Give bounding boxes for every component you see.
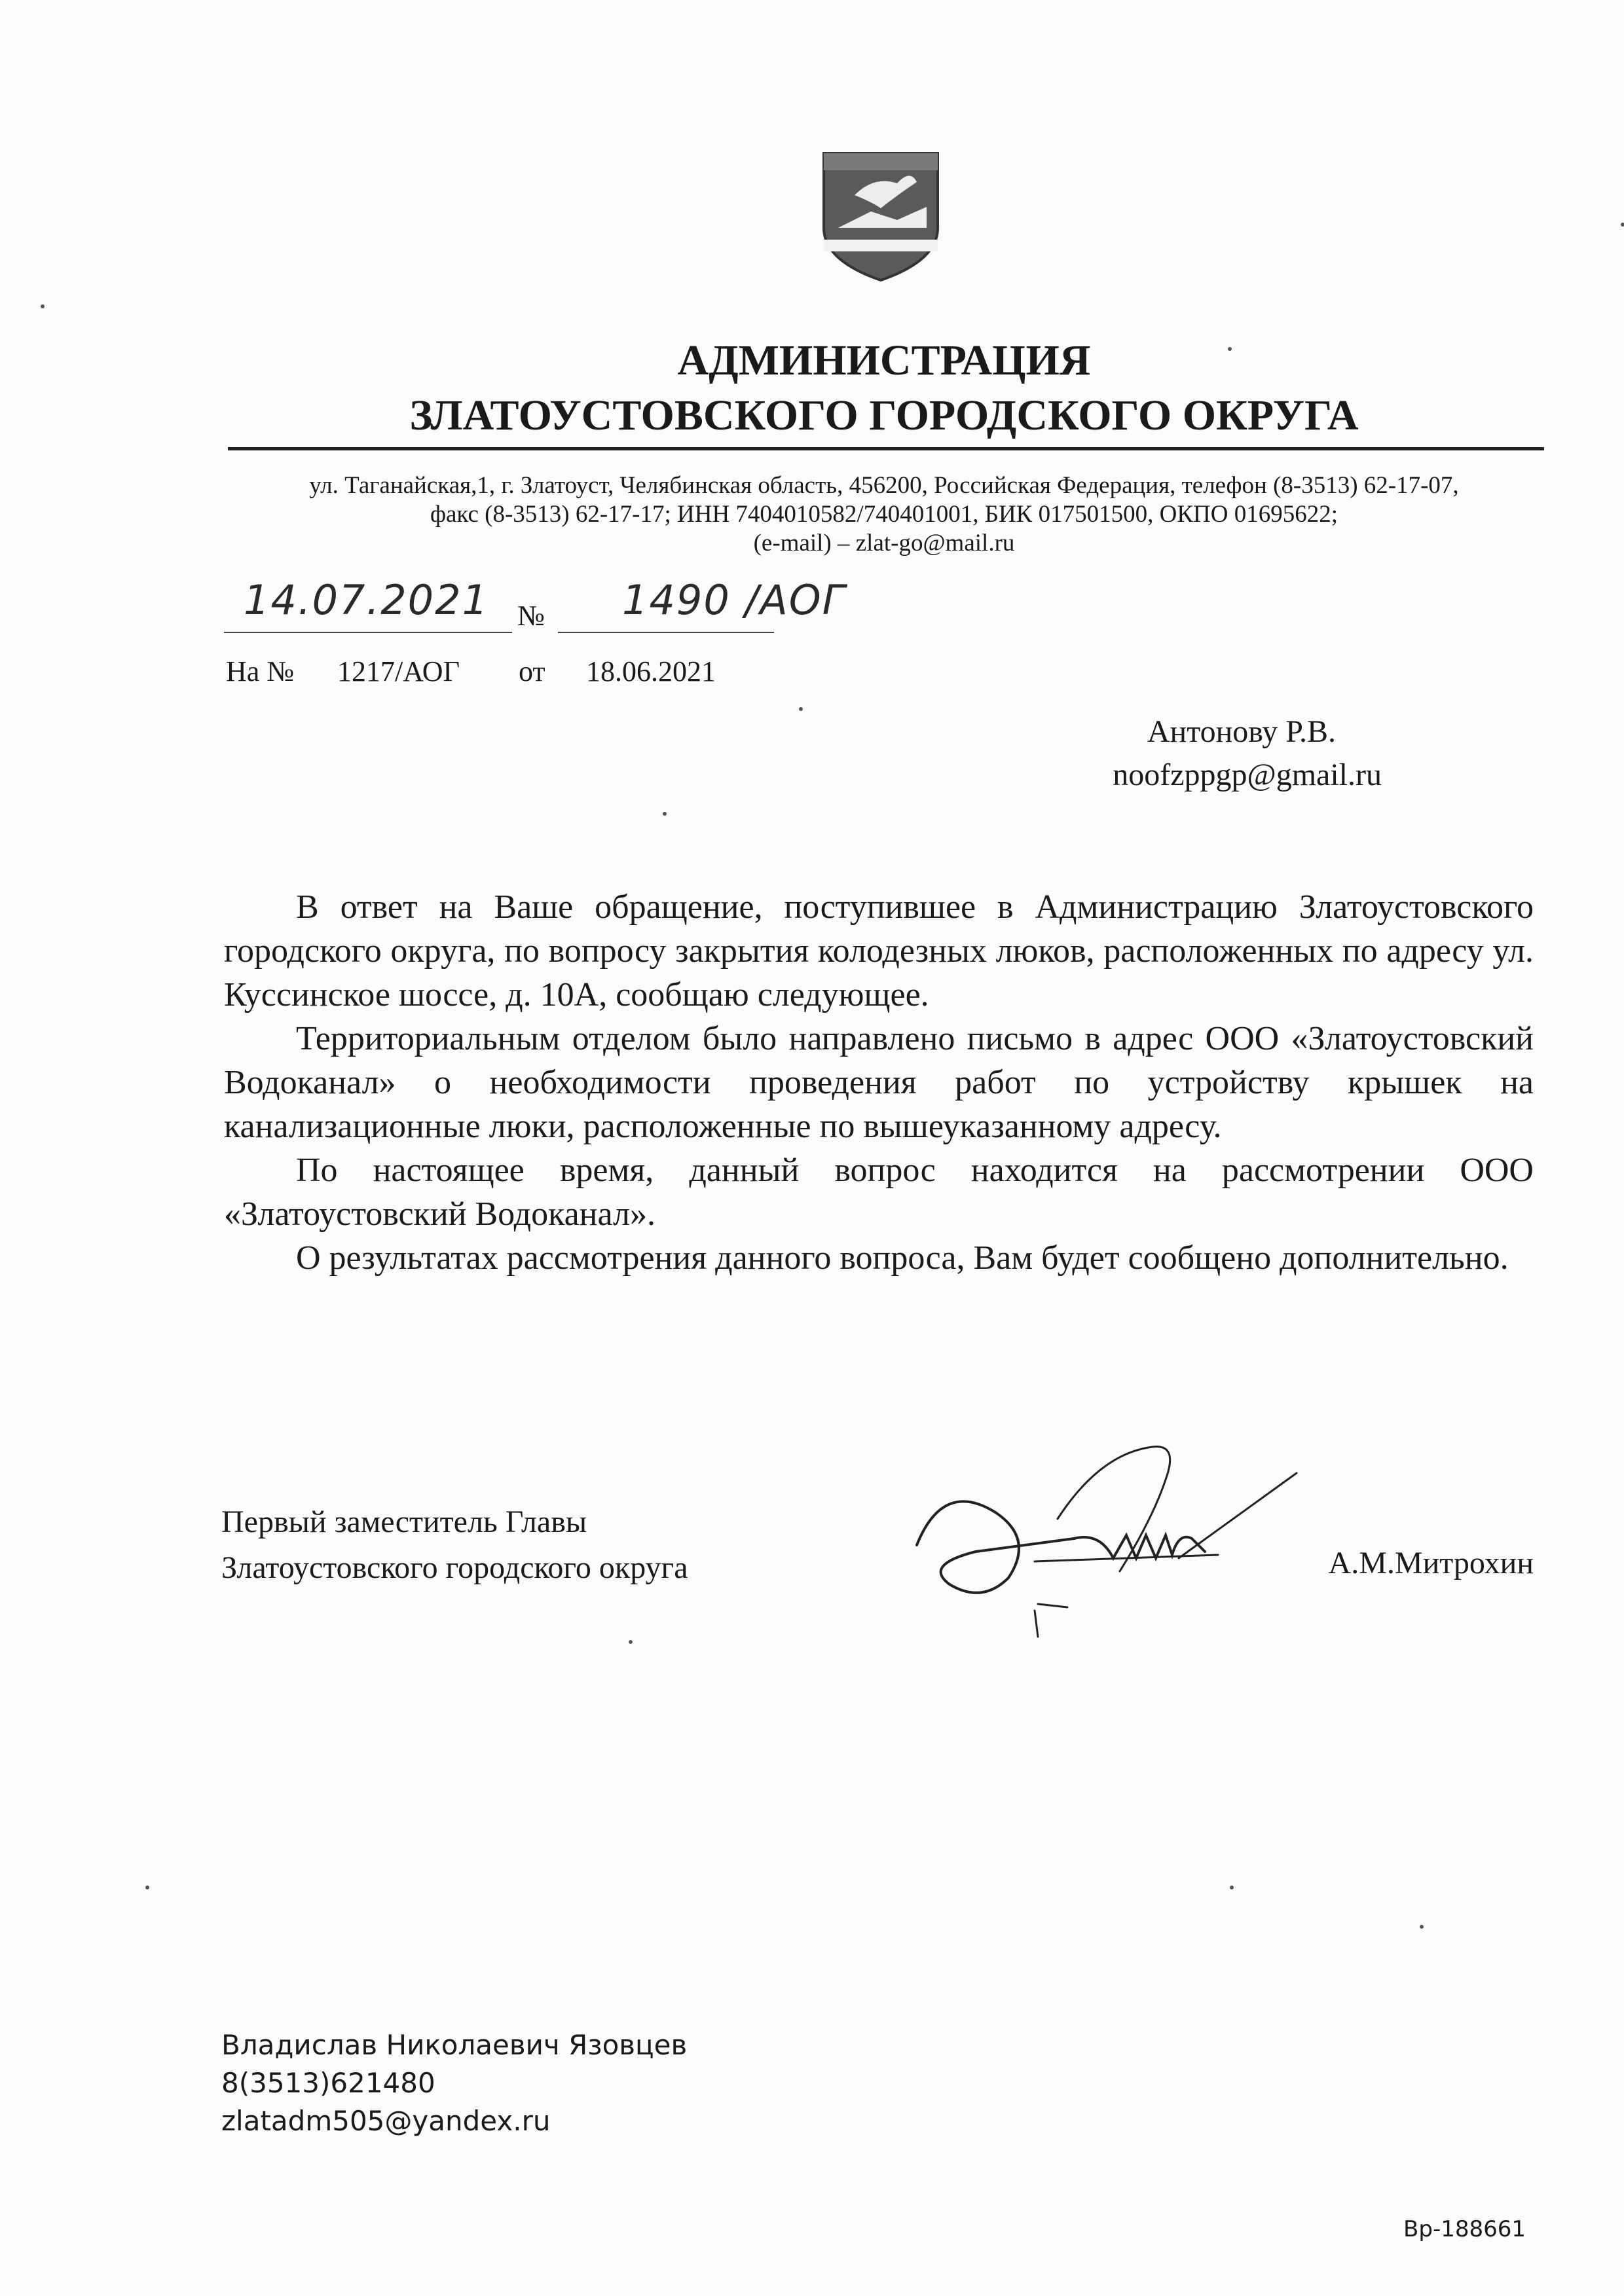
document-code: Вр-188661 [1403, 2216, 1526, 2242]
executor-name: Владислав Николаевич Язовцев [221, 2029, 688, 2061]
contacts-email: (e-mail) – zlat-go@mail.ru [753, 530, 1015, 556]
scan-speck [1228, 347, 1232, 351]
body-paragraph: О результатах рассмотрения данного вопроса, Вам будет сообщено дополнительно. [296, 1239, 1509, 1277]
coat-of-arms-icon [819, 149, 943, 283]
from-label: от [519, 655, 545, 687]
scan-speck [145, 1886, 149, 1889]
signer-position-line2: Златоустовского городского округа [221, 1550, 688, 1585]
signer-position [221, 1499, 688, 1591]
addressee-name: Антонову Р.В. [1147, 714, 1336, 749]
scan-speck [41, 304, 45, 308]
scan-speck [799, 707, 803, 711]
signer-position-line1: Первый заместитель Главы [221, 1504, 587, 1539]
date-underline [224, 632, 512, 633]
addressee-email: noofzppgp@gmail.ru [1113, 757, 1382, 792]
scan-speck [1420, 1925, 1424, 1929]
body-paragraph: По настоящее время, данный вопрос находится на рассмотрении ООО «Златоустовский Водоканал». [224, 1152, 1534, 1233]
registration-date: 14.07.2021 [244, 576, 489, 624]
executor-email: zlatadm505@yandex.ru [221, 2105, 551, 2137]
reply-to-number: 1217/АОГ [337, 655, 460, 687]
scan-speck [1621, 223, 1624, 227]
header-rule [228, 447, 1544, 450]
contacts-block [210, 471, 1559, 558]
signer-name: А.М.Митрохин [1328, 1546, 1534, 1580]
handwritten-signature [904, 1440, 1310, 1656]
org-title-line2: ЗЛАТОУСТОВСКОГО ГОРОДСКОГО ОКРУГА [409, 392, 1359, 439]
letter-body [224, 885, 1534, 1280]
executor-block [221, 2026, 687, 2140]
addressee-block [1113, 710, 1382, 797]
reply-to-label: На № [226, 655, 295, 687]
contacts-line2: факс (8-3513) 62-17-17; ИНН 7404010582/740401001, БИК 017501500, ОКПО 01695622; [430, 501, 1338, 528]
org-title-line1: АДМИНИСТРАЦИЯ [677, 337, 1091, 384]
reply-to-date: 18.06.2021 [586, 655, 716, 687]
body-paragraph: В ответ на Ваше обращение, поступившее в Администрацию Златоустовского городского округа, по вопросу закрытия колодезных люков, расположенных по адресу ул. Куссинское шоссе, д. 10А, сообщаю следующее. [224, 888, 1534, 1013]
scan-speck [1230, 1886, 1234, 1889]
number-underline [558, 632, 774, 633]
body-paragraph: Территориальным отделом было направлено письмо в адрес ООО «Златоустовский Водоканал» о необходимости проведения работ по устройству крышек на канализационные люки, расположенные по вышеуказанному адресу. [224, 1020, 1534, 1145]
executor-phone: 8(3513)621480 [221, 2067, 435, 2099]
contacts-line1: ул. Таганайская,1, г. Златоуст, Челябинская область, 456200, Российская Федерация, телефон (8-3513) 62-17-07, [309, 472, 1459, 499]
scan-speck [629, 1640, 633, 1644]
number-sign: № [517, 600, 545, 632]
registration-number: 1490 /АОГ [622, 576, 847, 624]
scan-speck [663, 812, 667, 816]
